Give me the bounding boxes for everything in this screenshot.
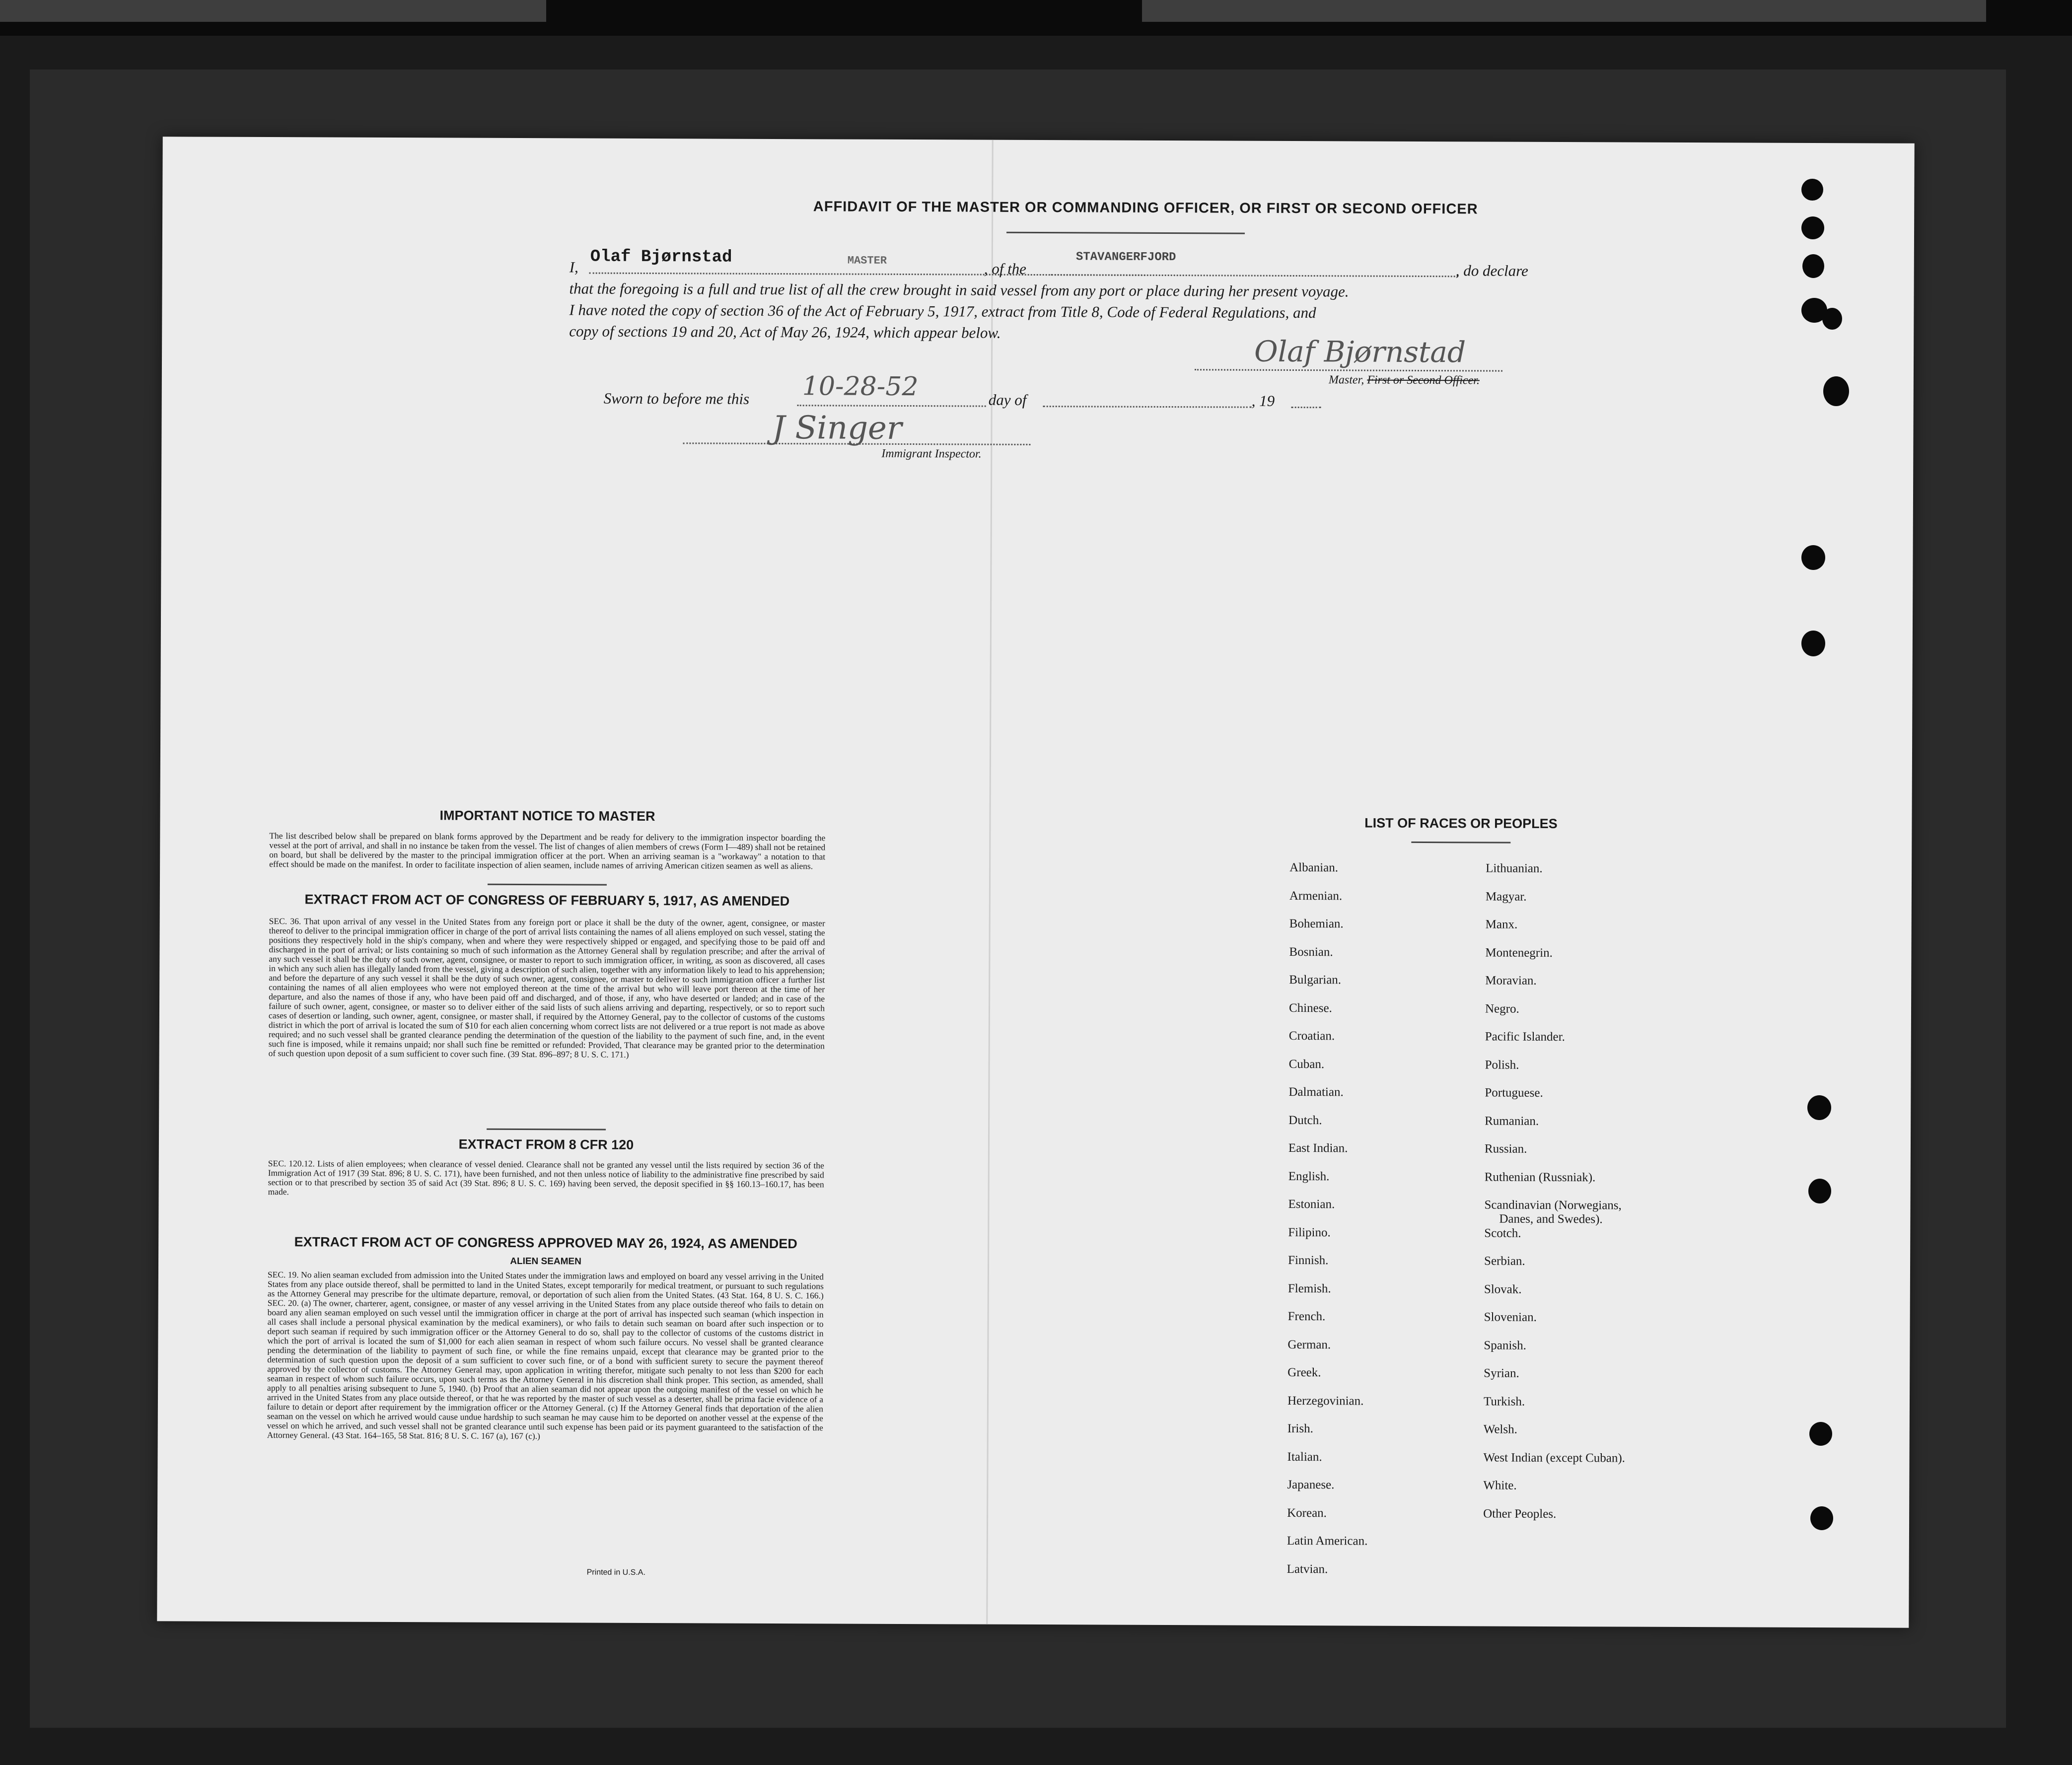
- extract-1924-subtitle: ALIEN SEAMEN: [510, 1256, 581, 1267]
- race-item: Negro.: [1485, 1001, 1519, 1016]
- race-item: Irish.: [1287, 1421, 1313, 1436]
- race-item: Spanish.: [1484, 1338, 1526, 1352]
- master-signature: Olaf Bjørnstad: [1254, 334, 1466, 369]
- punch-hole: [1801, 179, 1823, 201]
- extract-cfr-body: SEC. 120.12. Lists of alien employees; when clearance of vessel denied. Clearance shall not be granted any vessel until the lists required by section 36 of the Immigration Act of 1917 (39 Stat. 896; 8 U. S. C. 171), have been furnished, and not then unless notice of liability to the administrative fine prescribed by said section or to that prescribed by section 35 of said Act (39 Stat. 896; 8 U. S. C. 169) having been served, the deposit specified in §§ 160.13–160.17, has been made.: [268, 1158, 824, 1197]
- race-item: Greek.: [1287, 1365, 1321, 1380]
- inspector-label: Immigrant Inspector.: [881, 447, 982, 461]
- punch-hole: [1801, 631, 1825, 656]
- race-item: Portuguese.: [1485, 1086, 1543, 1100]
- vessel-name: STAVANGERFJORD: [1075, 250, 1176, 265]
- punch-hole: [1809, 1422, 1832, 1446]
- race-item: Korean.: [1287, 1506, 1327, 1520]
- punch-hole: [1801, 545, 1825, 570]
- race-item: Finnish.: [1288, 1253, 1329, 1268]
- officer-rank: MASTER: [847, 254, 887, 267]
- race-item: Dalmatian.: [1288, 1085, 1344, 1099]
- race-item: Montenegrin.: [1485, 945, 1553, 960]
- race-item: Italian.: [1287, 1450, 1322, 1464]
- race-item: Magyar.: [1485, 889, 1527, 904]
- punch-hole: [1807, 1095, 1831, 1120]
- inspector-signature: J Singer: [772, 409, 902, 447]
- races-title: LIST OF RACES OR PEOPLES: [1364, 815, 1558, 832]
- race-item: Turkish.: [1483, 1394, 1525, 1409]
- race-item: Scandinavian (Norwegians,: [1484, 1198, 1622, 1212]
- officer-name: Olaf Bjørnstad: [590, 247, 732, 267]
- race-item: Russian.: [1484, 1142, 1527, 1156]
- title-rule: [1006, 232, 1245, 234]
- vessel-line: [1051, 274, 1458, 277]
- race-item: Serbian.: [1484, 1254, 1525, 1268]
- document-page: [157, 137, 1914, 1628]
- punch-hole: [1802, 254, 1824, 278]
- race-item: Albanian.: [1289, 860, 1339, 875]
- notice-title: IMPORTANT NOTICE TO MASTER: [439, 808, 655, 824]
- punch-hole: [1801, 216, 1824, 239]
- sworn-date-line: [797, 405, 986, 407]
- race-item: Polish.: [1485, 1058, 1519, 1072]
- extract-cfr-title: EXTRACT FROM 8 CFR 120: [458, 1136, 634, 1152]
- race-item: Pacific Islander.: [1485, 1030, 1565, 1044]
- race-item: Ruthenian (Russniak).: [1484, 1170, 1596, 1184]
- extract-1924-title: EXTRACT FROM ACT OF CONGRESS APPROVED MAY 26, 1924, AS AMENDED: [294, 1234, 797, 1252]
- scan-border-strip: [0, 0, 546, 22]
- month-line: [1043, 406, 1252, 408]
- punch-hole: [1823, 376, 1849, 406]
- race-item: French.: [1287, 1309, 1326, 1324]
- section-rule: [487, 1129, 606, 1130]
- race-item: Other Peoples.: [1483, 1506, 1557, 1521]
- affidavit-line-3: I have noted the copy of section 36 of the Act of February 5, 1917, extract from Title 8, Code of Federal Regulations, and: [569, 301, 1316, 322]
- race-item: Manx.: [1485, 918, 1518, 931]
- affidavit-title: AFFIDAVIT OF THE MASTER OR COMMANDING OFFICER, OR FIRST OR SECOND OFFICER: [813, 199, 1478, 217]
- race-item: Armenian.: [1289, 889, 1343, 903]
- race-item: Scotch.: [1484, 1226, 1521, 1240]
- races-rule: [1411, 842, 1510, 844]
- race-item: West Indian (except Cuban).: [1483, 1450, 1625, 1465]
- race-item: Latin American.: [1286, 1534, 1368, 1548]
- printed-in-usa: Printed in U.S.A.: [586, 1568, 645, 1577]
- affidavit-line-2: that the foregoing is a full and true list of all the crew brought in said vessel from any port or place during her present voyage.: [569, 280, 1349, 300]
- race-item: Moravian.: [1485, 974, 1537, 988]
- race-item: Bohemian.: [1289, 917, 1344, 931]
- race-item: Bosnian.: [1289, 945, 1333, 959]
- punch-hole: [1810, 1506, 1833, 1530]
- punch-hole: [1822, 308, 1842, 330]
- race-item: Estonian.: [1288, 1197, 1335, 1211]
- race-item: Filipino.: [1288, 1225, 1331, 1239]
- race-item: Danes, and Swedes).: [1499, 1212, 1603, 1226]
- extract-1917-title: EXTRACT FROM ACT OF CONGRESS OF FEBRUARY 5, 1917, AS AMENDED: [304, 892, 790, 909]
- year-line: [1291, 407, 1321, 408]
- affidavit-line-4: copy of sections 19 and 20, Act of May 26, 1924, which appear below.: [569, 322, 1001, 342]
- sworn-date: 10-28-52: [802, 371, 919, 402]
- page-fold: [986, 140, 993, 1624]
- signature-line: [1195, 369, 1502, 371]
- race-item: English.: [1288, 1169, 1330, 1183]
- master-label: [1329, 373, 1480, 387]
- punch-hole: [1808, 1179, 1831, 1203]
- race-item: Lithuanian.: [1486, 861, 1543, 875]
- extract-1924-body: SEC. 19. No alien seaman excluded from admission into the United States under the immigration laws and employed on board any vessel arriving in the United States from any place outside thereof, shall be permitted to land in the United States, except temporarily for medical treatment, or pursuant to such regulations as the Attorney General may prescribe for the ultimate departure, removal, or deportation of such alien from the United States. (43 Stat. 164, 8 U. S. C. 166.) SEC. 20. (a) The owner, charterer, agent, consignee, or master of any vessel arriving in the United States from any place outside thereof who fails to detain on board any alien seaman employed on such vessel until the immigration officer in charge at the port of arrival has inspected such seaman (which inspection in all cases shall include a personal physical examination by the medical examiners), or who fails to detain such seaman on board after such inspection or to deport such seaman if required by such immigration officer or the Attorney General to do so, shall pay to the collector of customs of the customs district in which the port of arrival is located the sum of $1,000 for each alien seaman in respect of whom such failure occurs. No vessel shall be granted clearance pending the determination of the liability to payment of such fine, or while the fine remains unpaid, except that clearance may be granted prior to the determination of such question upon the deposit of a sum sufficient to cover such fine, or of a bond with sufficient surety to secure the payment thereof approved by the collector of customs. The Attorney General may, upon application in writing therefor, mitigate such penalty to not less than $200 for each seaman in respect of whom such failure occurs, upon such terms as the Attorney General in his discretion shall think proper. This section, as amended, shall apply to all penalties arising subsequent to June 5, 1940. (b) Proof that an alien seaman did not appear upon the outgoing manifest of the vessel on which he arrived in the United States from any place outside thereof, or that he was reported by the master of such vessel as a deserter, shall be prima facie evidence of a failure to detain or deport after requirement by the immigration officer or the Attorney General. (c) If the Attorney General finds that deportation of the alien seaman on the vessel on which he arrived would cause undue hardship to such seaman he may cause him to be deported on another vessel at the expense of the vessel on which he arrived, and such vessel shall not be granted clearance until such expense has been paid or its payment guaranteed to the satisfaction of the Attorney General. (43 Stat. 164–165, 58 Stat. 816; 8 U. S. C. 167 (a), 167 (c).): [267, 1270, 824, 1441]
- race-item: Croatian.: [1288, 1029, 1335, 1043]
- year-label: , 19: [1251, 392, 1275, 410]
- race-item: Dutch.: [1288, 1113, 1322, 1127]
- extract-1917-body: SEC. 36. That upon arrival of any vessel in the United States from any foreign port or place it shall be the duty of the owner, agent, consignee, or master thereof to deliver to the principal immigration officer in charge of the port of arrival lists containing the names of all aliens employed on such vessel, stating the positions they respectively hold in the ship's company, when and where they were respectively shipped or engaged, and specifying those to be paid off and discharged in the port of arrival; or lists containing so much of such information as the Attorney General shall by regulation prescribe; and after the arrival of any such vessel it shall be the duty of such owner, agent, consignee, or master to report to such immigration officer, in writing, as soon as discovered, all cases in which any such alien has illegally landed from the vessel, giving a description of such alien, together with any information likely to lead to his apprehension; and before the departure of any such vessel it shall be the duty of such owner, agent, consignee, or master to deliver to such immigration officer a further list containing the names of all alien employees who were not employed thereon at the time of the arrival but who will leave port thereon at the time of her departure, and also the names of those if any, who have been paid off and discharged, and of those, if any, who have deserted or landed; and in case of the failure of such owner, agent, consignee, or master so to deliver either of the said lists of such aliens arriving and departing, respectively, or so to report such cases of desertion or landing, such owner, agent, consignee, or master shall, if required by the Attorney General, pay to the collector of customs of the customs district in which the port of arrival is located the sum of $10 for each alien concerning whom correct lists are not delivered or a true report is not made as above required; and no such vessel shall be granted clearance pending the determination of the question of the liability to the payment of such fine, and, in the event such fine is imposed, while it remains unpaid; nor shall such fine be remitted or refunded: Provided, That clearance may be granted prior to the determination of such question upon deposit of a sum sufficient to cover such fine. (39 Stat. 896–897; 8 U. S. C. 171.): [268, 916, 825, 1059]
- race-item: East Indian.: [1288, 1141, 1348, 1155]
- race-item: Welsh.: [1483, 1422, 1517, 1436]
- race-item: Cuban.: [1288, 1057, 1325, 1071]
- race-item: Flemish.: [1287, 1281, 1331, 1295]
- race-item: Latvian.: [1286, 1562, 1328, 1576]
- notice-body: The list described below shall be prepared on blank forms approved by the Department and be ready for delivery to the immigration inspector boarding the vessel at the port of arrival, and shall in no instance be taken from the vessel. The list of changes of alien members of crews (Form I—489) shall not be retained on board, but shall be delivered by the master to the principal immigration officer at the port. When an arriving seaman is a "workaway" a notation to that effect should be made on the manifest. In order to facilitate inspection of alien seamen, include names of arriving American citizen seamen as well as aliens.: [269, 831, 826, 871]
- race-item: Chinese.: [1288, 1001, 1332, 1015]
- scan-border-strip: [1142, 0, 1986, 22]
- section-rule: [488, 884, 607, 886]
- master-label-prefix: Master,: [1328, 373, 1364, 387]
- race-item: Syrian.: [1484, 1366, 1519, 1380]
- race-item: Japanese.: [1287, 1478, 1335, 1492]
- race-item: Herzegovinian.: [1287, 1394, 1364, 1408]
- race-item: Rumanian.: [1485, 1114, 1539, 1128]
- race-item: White.: [1483, 1479, 1517, 1492]
- race-item: Slovak.: [1484, 1282, 1522, 1296]
- do-declare-label: , do declare: [1455, 262, 1528, 280]
- sworn-label: Sworn to before me this: [603, 389, 750, 408]
- master-label-struck: First or Second Officer.: [1367, 373, 1480, 387]
- race-item: German.: [1287, 1338, 1331, 1351]
- i-label: I,: [569, 258, 578, 276]
- race-item: Bulgarian.: [1289, 973, 1342, 987]
- day-of-label: day of: [988, 391, 1027, 409]
- of-the-label: , of the: [984, 260, 1027, 278]
- race-item: Slovenian.: [1484, 1310, 1537, 1324]
